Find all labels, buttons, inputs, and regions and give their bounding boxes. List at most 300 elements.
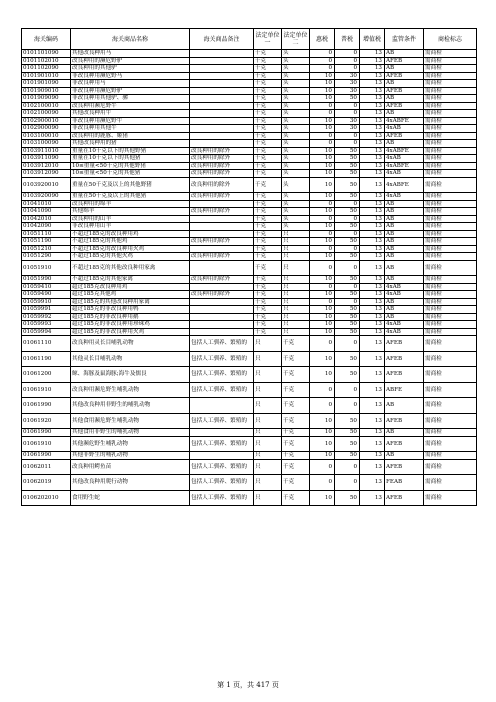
cell-product-name: 10≤重量<50千克的其他猪: [71, 170, 190, 178]
cell-general-tax: 50: [335, 95, 360, 103]
cell-hs-code: 01042010: [22, 215, 71, 223]
cell-general-tax: 30: [335, 72, 360, 80]
cell-product-name: 非改良种用濒危野马: [71, 72, 190, 80]
cell-general-tax: 50: [335, 162, 360, 170]
cell-unit-one: 只: [254, 336, 282, 352]
cell-vat: 13: [360, 367, 385, 383]
cell-preferential-tax: 10: [310, 87, 335, 95]
cell-supervision: AFEB: [385, 436, 424, 452]
cell-preferential-tax: 10: [310, 162, 335, 170]
cell-vat: 13: [360, 95, 385, 103]
cell-product-remark: 包括人工驯养、繁殖的: [190, 367, 254, 383]
cell-supervision: AB: [385, 50, 424, 58]
cell-unit-two: 头: [282, 117, 310, 125]
table-row: [22, 367, 477, 383]
table-row: [22, 452, 477, 460]
cell-vat: 13: [360, 490, 385, 506]
table-row: [22, 87, 477, 95]
cell-inspection: 需商检: [424, 125, 477, 133]
cell-hs-code: 01061910: [22, 382, 71, 398]
cell-inspection: 需商检: [424, 321, 477, 329]
cell-preferential-tax: 10: [310, 177, 335, 193]
cell-vat: 13: [360, 452, 385, 460]
cell-unit-one: 只: [254, 490, 282, 506]
cell-inspection: 需商检: [424, 413, 477, 429]
cell-vat: 13: [360, 245, 385, 253]
cell-vat: 13: [360, 117, 385, 125]
cell-product-name: 重量在10千克以下的其他猪: [71, 155, 190, 163]
cell-unit-two: 只: [282, 238, 310, 246]
table-row: [22, 260, 477, 276]
cell-unit-two: 只: [282, 230, 310, 238]
table-row: [22, 429, 477, 437]
table-row: [22, 162, 477, 170]
cell-unit-two: 千克: [282, 490, 310, 506]
cell-inspection: 需商检: [424, 253, 477, 261]
cell-inspection: 需商检: [424, 351, 477, 367]
cell-product-remark: 改良种用的除外: [190, 147, 254, 155]
cell-vat: 13: [360, 253, 385, 261]
cell-unit-one: 千克: [254, 162, 282, 170]
cell-preferential-tax: 0: [310, 215, 335, 223]
cell-unit-two: 头: [282, 132, 310, 140]
cell-unit-two: 头: [282, 208, 310, 216]
cell-preferential-tax: 10: [310, 452, 335, 460]
cell-inspection: 需商检: [424, 102, 477, 110]
cell-inspection: 需商检: [424, 367, 477, 383]
cell-vat: 13: [360, 102, 385, 110]
header-cell-unit-two: 法定单位二: [282, 29, 310, 50]
table-row: [22, 253, 477, 261]
cell-product-name: 超过185克的其他改良种用家禽: [71, 298, 190, 306]
cell-unit-two: 千克: [282, 367, 310, 383]
cell-general-tax: 50: [335, 351, 360, 367]
cell-supervision: 4xAB: [385, 155, 424, 163]
cell-product-remark: [190, 140, 254, 148]
cell-unit-one: 只: [254, 382, 282, 398]
cell-unit-one: 千克: [254, 57, 282, 65]
cell-product-name: 不超过185克的其他家禽: [71, 276, 190, 284]
cell-general-tax: 0: [335, 102, 360, 110]
cell-general-tax: 50: [335, 276, 360, 284]
cell-product-remark: [190, 87, 254, 95]
cell-unit-one: 千克: [254, 110, 282, 118]
header-row: [22, 29, 477, 50]
table-row: [22, 298, 477, 306]
cell-general-tax: 0: [335, 132, 360, 140]
cell-product-remark: 包括人工驯养、繁殖的: [190, 436, 254, 452]
cell-product-remark: [190, 283, 254, 291]
cell-supervision: AB: [385, 306, 424, 314]
cell-general-tax: 0: [335, 398, 360, 414]
table-row: [22, 436, 477, 452]
cell-unit-two: 只: [282, 260, 310, 276]
cell-unit-one: 千克: [254, 177, 282, 193]
cell-supervision: FEAB: [385, 475, 424, 491]
cell-general-tax: 50: [335, 436, 360, 452]
cell-unit-two: 只: [282, 245, 310, 253]
cell-unit-one: 千克: [254, 117, 282, 125]
cell-product-name: 其他食用非野生的哺乳动物: [71, 429, 190, 437]
cell-general-tax: 0: [335, 50, 360, 58]
cell-unit-one: 只: [254, 367, 282, 383]
cell-hs-code: 0103912090: [22, 170, 71, 178]
cell-supervision: AB: [385, 398, 424, 414]
cell-inspection: 需商检: [424, 283, 477, 291]
cell-vat: 13: [360, 155, 385, 163]
cell-general-tax: 50: [335, 429, 360, 437]
cell-product-remark: [190, 328, 254, 336]
table-row: [22, 398, 477, 414]
cell-product-remark: [190, 200, 254, 208]
cell-product-remark: 改良种用的除外: [190, 193, 254, 201]
cell-product-remark: [190, 50, 254, 58]
cell-vat: 13: [360, 313, 385, 321]
cell-vat: 13: [360, 87, 385, 95]
cell-general-tax: 0: [335, 459, 360, 475]
table-row: [22, 291, 477, 299]
cell-general-tax: 30: [335, 125, 360, 133]
cell-unit-one: 千克: [254, 65, 282, 73]
cell-hs-code: 01061910: [22, 436, 71, 452]
table-row: [22, 177, 477, 193]
cell-product-name: 非改良种用濒危野驴: [71, 87, 190, 95]
cell-product-remark: [190, 117, 254, 125]
cell-supervision: AB: [385, 238, 424, 246]
table-row: [22, 321, 477, 329]
cell-hs-code: 0102100010: [22, 102, 71, 110]
cell-hs-code: 0106202010: [22, 490, 71, 506]
cell-product-name: 其他改良种用牛: [71, 110, 190, 118]
cell-hs-code: 0101101090: [22, 50, 71, 58]
cell-product-name: 超过185克的非改良种用鸭: [71, 306, 190, 314]
cell-product-name: 改良种用的濒危野驴: [71, 57, 190, 65]
cell-preferential-tax: 0: [310, 459, 335, 475]
cell-preferential-tax: 0: [310, 110, 335, 118]
header-cell-hs-code: 海关编码: [22, 29, 71, 50]
cell-product-remark: [190, 313, 254, 321]
table-row: [22, 200, 477, 208]
cell-general-tax: 50: [335, 208, 360, 216]
cell-vat: 13: [360, 276, 385, 284]
cell-product-name: 鲸、海豚及鼠海豚;海牛及儒艮: [71, 367, 190, 383]
cell-general-tax: 0: [335, 245, 360, 253]
cell-vat: 13: [360, 57, 385, 65]
cell-unit-two: 头: [282, 170, 310, 178]
cell-unit-one: 只: [254, 436, 282, 452]
cell-preferential-tax: 10: [310, 238, 335, 246]
cell-general-tax: 0: [335, 65, 360, 73]
cell-inspection: 需商检: [424, 140, 477, 148]
cell-inspection: 需商检: [424, 72, 477, 80]
table-row: [22, 57, 477, 65]
cell-preferential-tax: 10: [310, 321, 335, 329]
cell-product-name: 改良种用的其他驴: [71, 65, 190, 73]
cell-general-tax: 50: [335, 313, 360, 321]
cell-product-remark: 改良种用的除外: [190, 238, 254, 246]
cell-unit-two: 头: [282, 57, 310, 65]
cell-unit-one: 千克: [254, 260, 282, 276]
cell-inspection: 需商检: [424, 147, 477, 155]
cell-preferential-tax: 10: [310, 367, 335, 383]
cell-preferential-tax: 0: [310, 298, 335, 306]
cell-hs-code: 01051290: [22, 253, 71, 261]
cell-product-name: 非改良种用马: [71, 80, 190, 88]
cell-preferential-tax: 0: [310, 245, 335, 253]
cell-unit-one: 千克: [254, 313, 282, 321]
cell-vat: 13: [360, 351, 385, 367]
cell-preferential-tax: 10: [310, 313, 335, 321]
cell-general-tax: 50: [335, 155, 360, 163]
cell-unit-two: 只: [282, 291, 310, 299]
cell-unit-two: 千克: [282, 351, 310, 367]
cell-product-remark: [190, 429, 254, 437]
cell-supervision: 4xAB: [385, 291, 424, 299]
table-row: [22, 208, 477, 216]
cell-unit-one: 只: [254, 398, 282, 414]
cell-product-name: 其他灵长目哺乳动物: [71, 351, 190, 367]
cell-vat: 13: [360, 260, 385, 276]
cell-hs-code: 01051910: [22, 260, 71, 276]
cell-product-name: 改良种用濒危野牛: [71, 102, 190, 110]
cell-supervision: 4xABFE: [385, 117, 424, 125]
cell-preferential-tax: 10: [310, 436, 335, 452]
table-row: [22, 140, 477, 148]
cell-supervision: 4xAB: [385, 125, 424, 133]
cell-product-name: 其他改良种用的猪: [71, 140, 190, 148]
cell-unit-two: 千克: [282, 475, 310, 491]
cell-product-remark: [190, 125, 254, 133]
cell-unit-two: 只: [282, 306, 310, 314]
cell-unit-one: 千克: [254, 283, 282, 291]
cell-general-tax: 50: [335, 147, 360, 155]
cell-supervision: AB: [385, 95, 424, 103]
cell-unit-one: 千克: [254, 306, 282, 314]
cell-general-tax: 50: [335, 413, 360, 429]
cell-vat: 13: [360, 328, 385, 336]
header-cell-inspection: 商检标志: [424, 29, 477, 50]
cell-unit-two: 只: [282, 276, 310, 284]
cell-hs-code: 0102900090: [22, 125, 71, 133]
cell-supervision: AFEB: [385, 87, 424, 95]
cell-unit-two: 头: [282, 87, 310, 95]
cell-preferential-tax: 10: [310, 328, 335, 336]
cell-hs-code: 01062019: [22, 475, 71, 491]
cell-unit-two: 头: [282, 80, 310, 88]
cell-vat: 13: [360, 193, 385, 201]
cell-supervision: AFEB: [385, 490, 424, 506]
cell-inspection: 需商检: [424, 132, 477, 140]
cell-vat: 13: [360, 429, 385, 437]
cell-hs-code: 01061990: [22, 398, 71, 414]
cell-unit-one: 千克: [254, 321, 282, 329]
cell-hs-code: 0101901010: [22, 72, 71, 80]
cell-inspection: 需商检: [424, 230, 477, 238]
cell-product-remark: 改良种用的除外: [190, 170, 254, 178]
cell-unit-one: 千克: [254, 155, 282, 163]
cell-inspection: 需商检: [424, 238, 477, 246]
cell-preferential-tax: 0: [310, 475, 335, 491]
cell-hs-code: 01061990: [22, 429, 71, 437]
cell-supervision: 4xAB: [385, 328, 424, 336]
cell-preferential-tax: 0: [310, 283, 335, 291]
cell-preferential-tax: 10: [310, 193, 335, 201]
cell-product-name: 其他改良种用马: [71, 50, 190, 58]
cell-inspection: 需商检: [424, 162, 477, 170]
cell-unit-two: 头: [282, 162, 310, 170]
cell-supervision: AFEB: [385, 351, 424, 367]
cell-unit-one: 千克: [254, 208, 282, 216]
cell-preferential-tax: 0: [310, 50, 335, 58]
cell-general-tax: 0: [335, 57, 360, 65]
cell-hs-code: 01059994: [22, 328, 71, 336]
cell-supervision: AFEB: [385, 336, 424, 352]
table-row: [22, 336, 477, 352]
table-row: [22, 328, 477, 336]
cell-hs-code: 01061990: [22, 452, 71, 460]
cell-inspection: 需商检: [424, 155, 477, 163]
cell-vat: 13: [360, 65, 385, 73]
cell-vat: 13: [360, 382, 385, 398]
cell-unit-two: 头: [282, 200, 310, 208]
cell-product-name: 其他濒危野生哺乳动物: [71, 436, 190, 452]
table-row: [22, 413, 477, 429]
cell-unit-one: 只: [254, 351, 282, 367]
cell-product-name: 超过185克改良种用鸡: [71, 283, 190, 291]
cell-vat: 13: [360, 436, 385, 452]
cell-product-name: 其他改良种用爬行动物: [71, 475, 190, 491]
cell-product-name: 改良种用濒危野生哺乳动物: [71, 382, 190, 398]
cell-inspection: 需商检: [424, 80, 477, 88]
cell-inspection: 需商检: [424, 50, 477, 58]
cell-hs-code: 01041090: [22, 208, 71, 216]
table-row: [22, 459, 477, 475]
cell-unit-two: 只: [282, 253, 310, 261]
cell-vat: 13: [360, 283, 385, 291]
cell-product-remark: [190, 215, 254, 223]
cell-product-name: 食用野生蛇: [71, 490, 190, 506]
cell-product-name: 改良种用的山羊: [71, 215, 190, 223]
cell-unit-one: 千克: [254, 298, 282, 306]
cell-preferential-tax: 10: [310, 155, 335, 163]
cell-inspection: 需商检: [424, 490, 477, 506]
cell-preferential-tax: 10: [310, 223, 335, 231]
cell-supervision: 4xABFE: [385, 177, 424, 193]
cell-product-remark: 包括人工驯养、繁殖的: [190, 490, 254, 506]
cell-unit-one: 千克: [254, 140, 282, 148]
cell-preferential-tax: 0: [310, 140, 335, 148]
cell-inspection: 需商检: [424, 276, 477, 284]
cell-product-remark: [190, 245, 254, 253]
cell-unit-two: 只: [282, 328, 310, 336]
cell-product-name: 其他非野生的哺乳动物: [71, 452, 190, 460]
cell-product-remark: 改良种用的除外: [190, 177, 254, 193]
cell-general-tax: 0: [335, 200, 360, 208]
cell-hs-code: 0101102090: [22, 65, 71, 73]
cell-product-name: 超过185克的非改良种用鹅: [71, 313, 190, 321]
cell-inspection: 需商检: [424, 193, 477, 201]
cell-inspection: 需商检: [424, 245, 477, 253]
header-cell-vat: 增值税: [360, 29, 385, 50]
cell-hs-code: 0103912010: [22, 162, 71, 170]
cell-product-name: 其他改良种用非野生的哺乳动物: [71, 398, 190, 414]
cell-product-remark: [190, 306, 254, 314]
cell-preferential-tax: 10: [310, 208, 335, 216]
cell-product-remark: [190, 80, 254, 88]
cell-supervision: AFEB: [385, 132, 424, 140]
cell-unit-one: 只: [254, 452, 282, 460]
cell-hs-code: 01061920: [22, 413, 71, 429]
cell-product-remark: [190, 298, 254, 306]
cell-inspection: 需商检: [424, 65, 477, 73]
cell-product-remark: [190, 65, 254, 73]
cell-vat: 13: [360, 140, 385, 148]
cell-unit-one: 只: [254, 429, 282, 437]
cell-hs-code: 01059991: [22, 306, 71, 314]
cell-product-remark: [190, 452, 254, 460]
table-row: [22, 65, 477, 73]
cell-preferential-tax: 10: [310, 117, 335, 125]
cell-product-remark: 改良种用的除外: [190, 276, 254, 284]
cell-product-name: 非改良种用山羊: [71, 223, 190, 231]
header-cell-product-name: 海关商品名称: [71, 29, 190, 50]
cell-preferential-tax: 10: [310, 429, 335, 437]
cell-vat: 13: [360, 413, 385, 429]
cell-unit-two: 千克: [282, 429, 310, 437]
cell-vat: 13: [360, 162, 385, 170]
header-cell-supervision: 监管条件: [385, 29, 424, 50]
cell-product-remark: [190, 230, 254, 238]
cell-vat: 13: [360, 398, 385, 414]
cell-inspection: 需商检: [424, 117, 477, 125]
cell-preferential-tax: 10: [310, 351, 335, 367]
cell-product-remark: [190, 132, 254, 140]
cell-vat: 13: [360, 321, 385, 329]
cell-general-tax: 50: [335, 306, 360, 314]
cell-vat: 13: [360, 125, 385, 133]
cell-hs-code: 01061110: [22, 336, 71, 352]
cell-unit-one: 千克: [254, 200, 282, 208]
cell-unit-two: 千克: [282, 452, 310, 460]
cell-supervision: ABFE: [385, 382, 424, 398]
cell-preferential-tax: 10: [310, 413, 335, 429]
cell-product-name: 不超过185克的改良种用火鸡: [71, 245, 190, 253]
cell-hs-code: 01059490: [22, 291, 71, 299]
cell-general-tax: 0: [335, 260, 360, 276]
cell-hs-code: 01051990: [22, 276, 71, 284]
table-row: [22, 306, 477, 314]
cell-unit-two: 头: [282, 72, 310, 80]
cell-hs-code: 0103920010: [22, 177, 71, 193]
cell-hs-code: 0103911090: [22, 155, 71, 163]
cell-product-name: 其他绵羊: [71, 208, 190, 216]
header-cell-preferential-tax: 惠税: [310, 29, 335, 50]
cell-preferential-tax: 0: [310, 200, 335, 208]
cell-unit-two: 千克: [282, 436, 310, 452]
cell-general-tax: 50: [335, 291, 360, 299]
cell-hs-code: 0101901090: [22, 80, 71, 88]
cell-product-remark: 包括人工驯养、繁殖的: [190, 351, 254, 367]
cell-unit-two: 千克: [282, 413, 310, 429]
cell-unit-one: 千克: [254, 291, 282, 299]
cell-preferential-tax: 10: [310, 147, 335, 155]
cell-product-name: 不超过185克的改良种用鸡: [71, 230, 190, 238]
cell-product-name: 超过185克的非改良种用珍珠鸡: [71, 321, 190, 329]
cell-unit-one: 千克: [254, 230, 282, 238]
cell-hs-code: 01061200: [22, 367, 71, 383]
cell-supervision: AB: [385, 80, 424, 88]
cell-supervision: AB: [385, 65, 424, 73]
